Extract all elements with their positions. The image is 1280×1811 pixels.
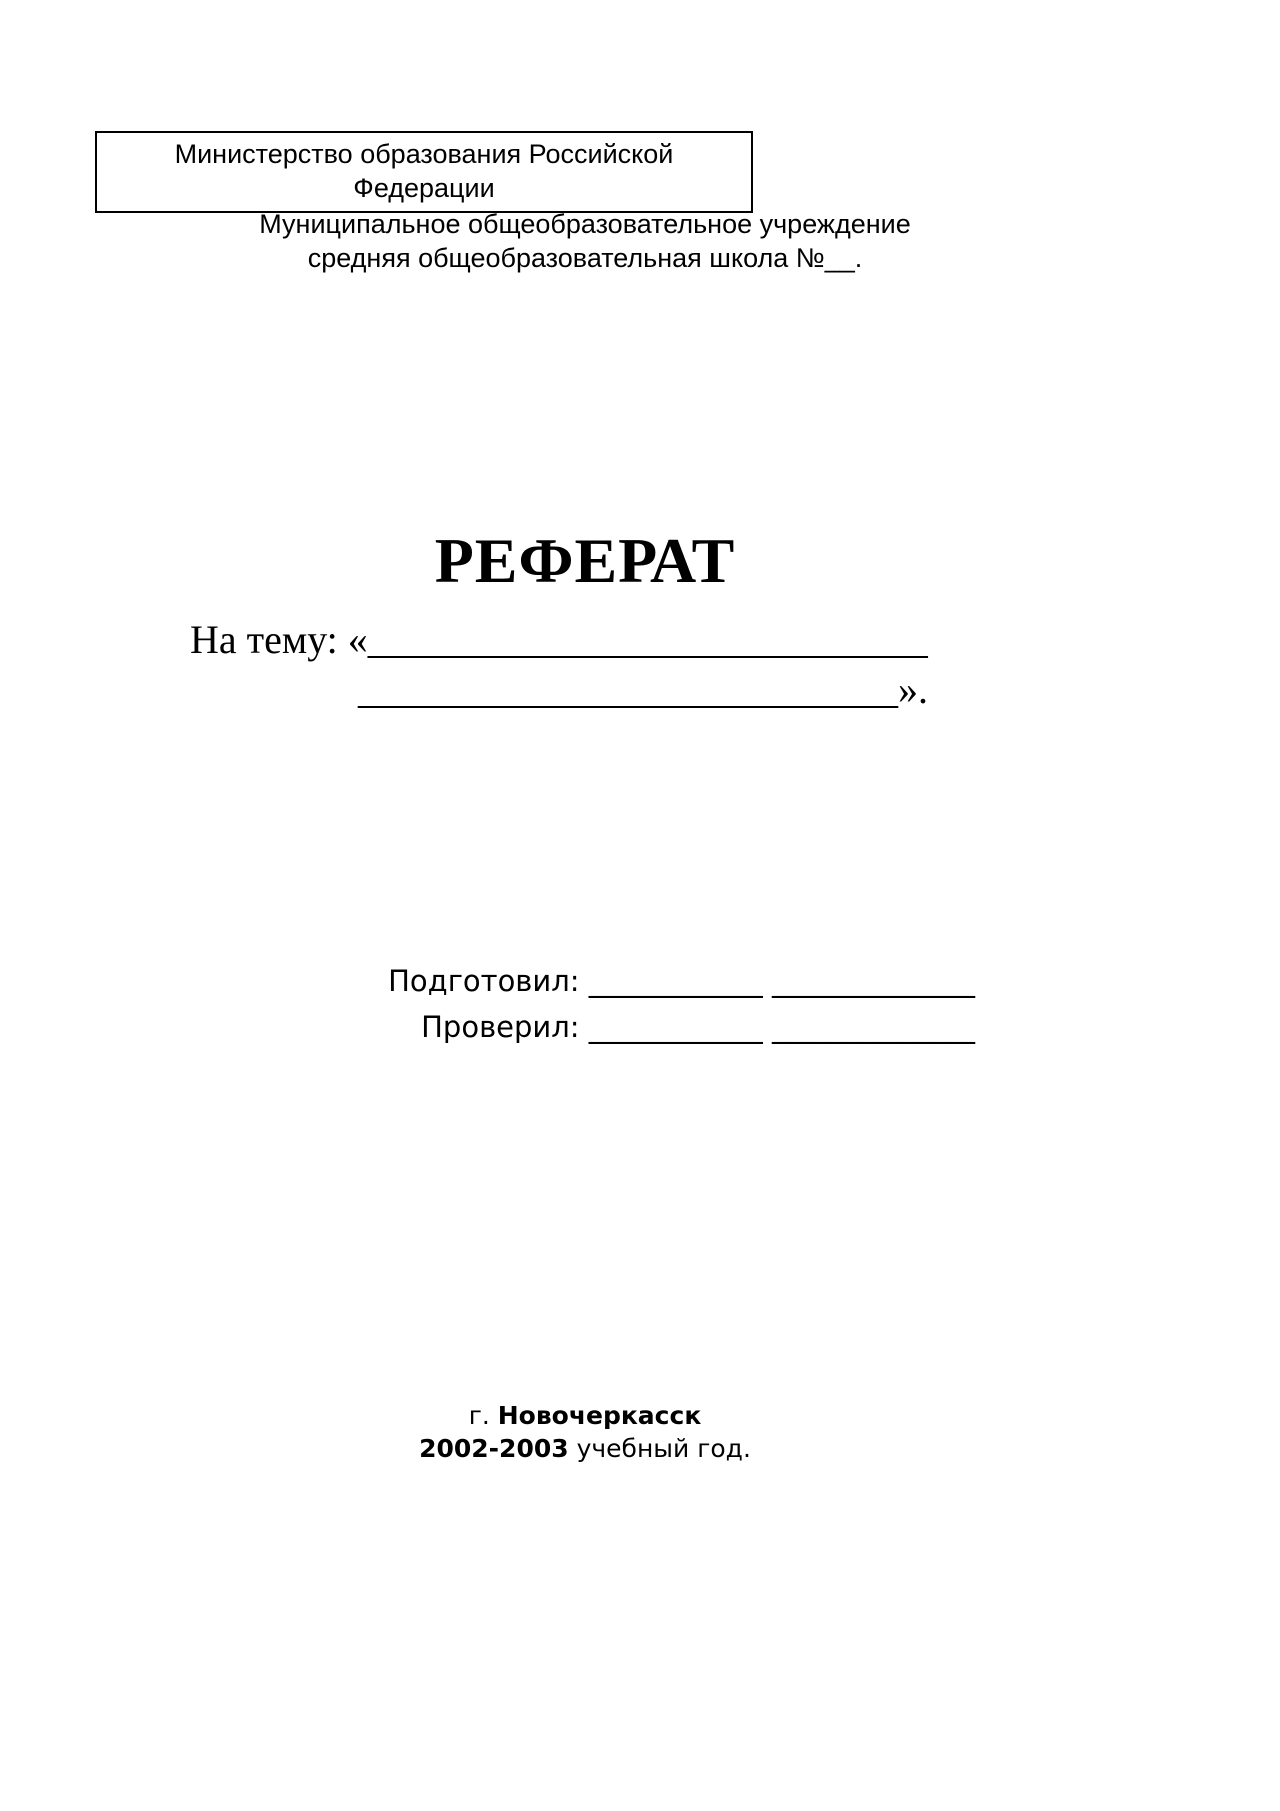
prepared-line: Подготовил: ____________ ______________ bbox=[388, 964, 975, 998]
ministry-line1: Министерство образования Российской bbox=[174, 139, 674, 169]
city-line bbox=[0, 1399, 1170, 1432]
credits-block bbox=[280, 958, 975, 1050]
ministry-box bbox=[95, 131, 753, 213]
institution-line2: средняя общеобразовательная школа №__. bbox=[307, 243, 863, 273]
year-line bbox=[0, 1432, 1170, 1465]
checked-line: Проверил: ____________ ______________ bbox=[421, 1010, 975, 1044]
ministry-line2: Федерации bbox=[353, 173, 495, 203]
page-title: РЕФЕРАТ bbox=[434, 525, 736, 596]
year-suffix: учебный год. bbox=[568, 1434, 751, 1463]
year: 2002-2003 bbox=[419, 1434, 569, 1463]
institution-line1: Муниципальное общеобразовательное учреждение bbox=[259, 209, 911, 239]
footer-block bbox=[0, 1399, 1170, 1465]
institution-block bbox=[0, 207, 1170, 275]
topic-line2: ___________________________». bbox=[358, 667, 928, 712]
city-name: Новочеркасск bbox=[497, 1401, 702, 1430]
city-prefix: г. bbox=[468, 1401, 498, 1430]
topic-line1: На тему: «____________________________ bbox=[190, 617, 928, 662]
